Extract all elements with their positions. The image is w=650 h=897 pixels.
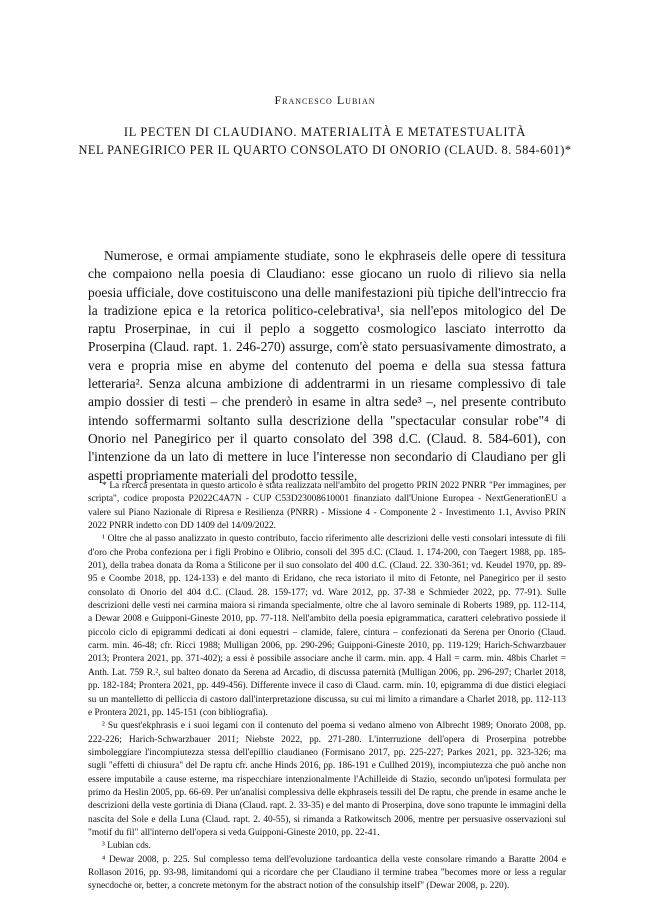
footnote-2: ² Su quest'ekphrasis e i suoi legami con il contenuto del poema si vedano almeno von Albrecht 1989; Onorato 2008, pp. 222-226; Harich-Schwarzbauer 2011; Niebste 2022, pp. 271-280. L'interruzione dell'opera di Proserpina potrebbe simboleggiare l'incompiutezza stessa dell'epillio claudianeo (Formisano 2017, pp. 225-227; Parkes 2021, pp. 323-326; ma sugli "effetti di chiusura" del De raptu cfr. anche Hinds 2016, pp. 186-191 e Cullhed 2019), incompiutezza che può anche non essere imputabile a cause esterne, ma rispecchiare intenzionalmente l'Achilleide di Stazio, secondo un'ipotesi formulata per primo da Heslin 2005, pp. 66-69. Per un'analisi complessiva delle ekphraseis tessili del De raptu, che prende in esame anche le descrizioni della veste gortinia di Diana (Claud. rapt. 2. 33-35) e del manto di Proserpina, dove sono trapunte le immagini della nascita del Sole e della Luna (Claud. rapt. 2. 40-55), si rimanda a Ratkowitsch 2006, mentre per persuasive osservazioni sul "motif du fil" all'interno dell'opera si veda Guipponi-Gineste 2010, pp. 22-41. xyxy=(88,721,566,838)
body-paragraph: Numerose, e ormai ampiamente studiate, sono le ekphraseis delle opere di tessitura che compaiono nella poesia di Claudiano: esse giocano un ruolo di rilievo sia nella poesia ufficiale, dove costituiscono una delle manifestazioni più tipiche dell'intreccio fra la tradizione epica e la retorica politico-celebrativa¹, sia nell'epos mitologico del De raptu Proserpinae, in cui il peplo a soggetto cosmologico lasciato interrotto da Proserpina (Claud. rapt. 1. 246-270) assurge, com'è stato persuasivamente dimostrato, a vera e propria mise en abyme del contenuto del poema e della sua stessa fattura letteraria². Senza alcuna ambizione di addentrarmi in un riesame complessivo di tale ampio dossier di testi – che prenderò in esame in altra sede³ –, nel presente contributo intendo soffermarmi soltanto sulla descrizione della "spectacular consular robe"⁴ di Onorio nel Panegirico per il quarto consolato del 398 d.C. (Claud. 8. 584-601), con l'intenzione da un lato di mettere in luce l'interesse non secondario di Claudiano per gli aspetti propriamente materiali del prodotto tessile, xyxy=(88,248,566,483)
body-text xyxy=(88,247,566,485)
footnote-star: * La ricerca presentata in questo articolo è stata realizzata nell'ambito del progetto PRIN 2022 PNRR "Per immagines, per scripta", codice proposta P2022C4A7N - CUP C53D23008610001 finanziato dall'Unione Europea - NextGenerationEU a valere sul Piano Nazionale di Ripresa e Resilienza (PNRR) - Missione 4 - Componente 2 - Investimento 1.1, Avviso PRIN 2022 PNRR indetto con DD 1409 del 14/09/2022. xyxy=(88,481,566,532)
article-title-line-1: IL PECTEN DI CLAUDIANO. MATERIALITÀ E METATESTUALITÀ xyxy=(123,125,527,139)
article-title-line-2: NEL PANEGIRICO PER IL QUARTO CONSOLATO DI ONORIO (CLAUD. 8. 584-601)* xyxy=(78,143,572,157)
article-author: Francesco Lubian xyxy=(274,93,376,107)
footnotes xyxy=(88,480,566,894)
footnote-1: ¹ Oltre che al passo analizzato in questo contributo, faccio riferimento alle descrizioni delle vesti consolari intessute di fili d'oro che Proba confeziona per i figli Probino e Olibrio, consoli del 395 d.C. (Claud. 1. 174-200, con Taegert 1988, pp. 185-201), della trabea donata da Roma a Stilicone per il suo consolato del 400 d.C. (Claud. 22. 330-361; vd. Keudel 1970, pp. 89-95 e Coombe 2018, pp. 124-133) e del manto di Eridano, che reca istoriato il mito di Fetonte, nel Panegirico per il sesto consolato di Onorio del 404 d.C. (Claud. 28. 159-177; vd. Ware 2012, pp. 37-38 e Schmieder 2022, pp. 77-91). Sulle descrizioni delle vesti nei carmina maiora si rimanda specialmente, oltre che al lavoro seminale di Roberts 1989, pp. 112-114, a Dewar 2008 e Guipponi-Gineste 2010, pp. 77-118. Nell'ambito della poesia epigrammatica, caratteri celebrativo possiede il piccolo ciclo di epigrammi dedicati ai doni equestri – clamide, falere, cintura – confezionati da Serena per Onorio (Claud. carm. min. 46-48; cfr. Ricci 1988; Mulligan 2006, pp. 290-296; Guipponi-Gineste 2010, pp. 119-129; Harich-Schwarzbauer 2013; Prontera 2021, pp. 371-402); a essi è possibile associare anche il carm. min. app. 4 Hall = carm. min. 48bis Charlet = Anth. Lat. 759 R.², sul balteo donato da Serena ad Arcadio, di discussa paternità (Mulligan 2006, pp. 296-297; Charlet 2018, pp. 182-184; Prontera 2021, pp. 449-456). Differente invece il caso di Claud. carm. min. 10, epigramma di due distici elegiaci su un mantelletto di pelliccia di castoro dall'interpretazione discussa, su cui mi limito a rimandare a Charlet 2018, pp. 112-113 e Prontera 2021, pp. 145-151 (con bibliografia). xyxy=(88,534,566,718)
footnote-3: ³ Lubian cds. xyxy=(102,841,151,852)
footnote-4: ⁴ Dewar 2008, p. 225. Sul complesso tema dell'evoluzione tardoantica della veste consolare rimando a Baratte 2004 e Rollason 2016, pp. 93-98, limitandomi qui a ricordare che per Claudiano il termine trabea "becomes more or less a regular synecdoche or, better, a concrete metonym for the abstract notion of the consulship itself" (Dewar 2008, p. 220). xyxy=(88,854,566,892)
